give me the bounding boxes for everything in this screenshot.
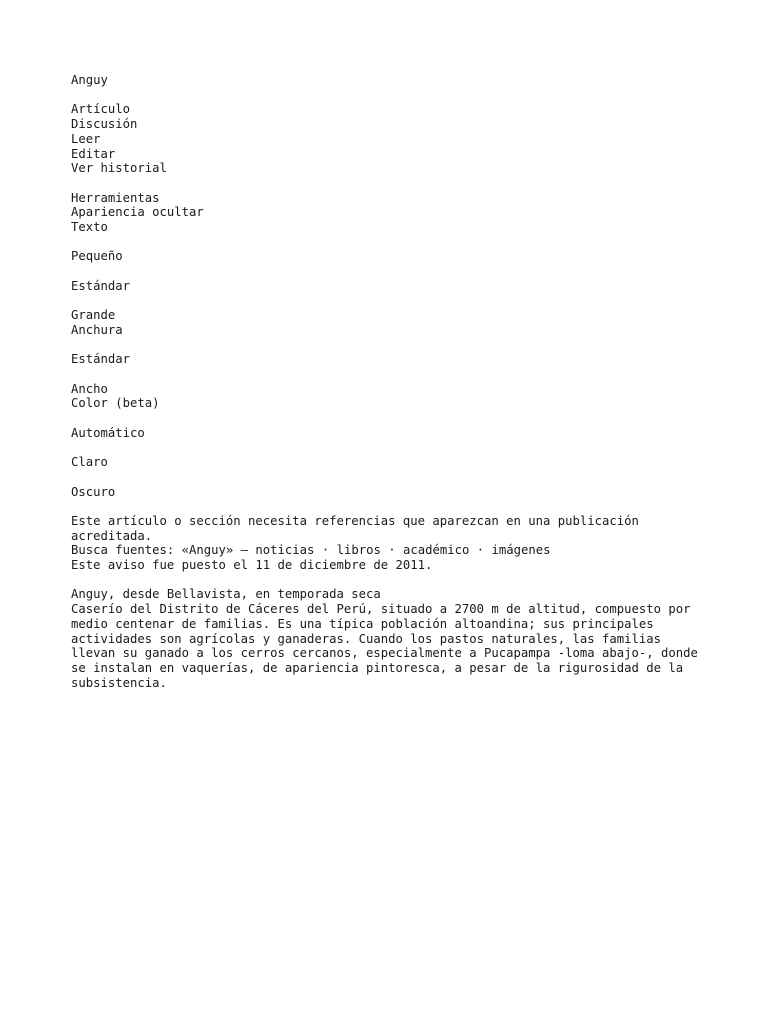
separator: · [469, 543, 492, 558]
spacer [71, 367, 711, 382]
text-size-standard-option[interactable]: Estándar [71, 278, 131, 293]
academic-link[interactable]: académico [402, 543, 470, 558]
appearance-hide-button[interactable]: Apariencia ocultar [71, 205, 204, 220]
references-notice [71, 514, 711, 573]
color-dark-option[interactable]: Oscuro [71, 484, 116, 499]
tab-read[interactable]: Leer [71, 131, 101, 146]
color-light-option[interactable]: Claro [71, 455, 108, 470]
width-standard-option[interactable]: Estándar [71, 352, 131, 367]
separator: · [380, 543, 403, 558]
spacer [71, 411, 711, 426]
page-tabs [71, 102, 711, 176]
article-body: Caserío del Distrito de Cáceres del Perú, situado a 2700 m de altitud, compuesto por medio centenar de familias. Es una típica población altoandina; sus principales actividades son agrícolas y ganaderas. Cuando los pastos naturales, las familias llevan su ganado a los cerros cercanos, especialmente a Pucapampa -loma abajo-, donde se instalan en vaquerías, de apariencia pintoresca, a pesar de la rigurosidad de la subsistencia. [71, 602, 698, 690]
search-prefix: Busca fuentes: [71, 543, 182, 558]
tab-discussion[interactable]: Discusión [71, 117, 138, 132]
spacer [71, 293, 711, 308]
text-size-large-option[interactable]: Grande [71, 308, 116, 323]
tools-menu [71, 191, 711, 500]
tools-button[interactable]: Herramientas [71, 190, 160, 205]
notice-search-sources [71, 543, 711, 558]
spacer [71, 338, 711, 353]
books-link[interactable]: libros [336, 543, 381, 558]
spacer [71, 470, 711, 485]
images-link[interactable]: imágenes [491, 543, 551, 558]
image-caption: Anguy, desde Bellavista, en temporada seca [71, 587, 381, 602]
text-size-label: Texto [71, 220, 108, 234]
spacer [71, 573, 711, 588]
width-label: Anchura [71, 322, 123, 337]
tab-article[interactable]: Artículo [71, 102, 131, 117]
spacer [71, 176, 711, 191]
tab-edit[interactable]: Editar [71, 146, 116, 161]
notice-date: Este aviso fue puesto el 11 de diciembre de 2011. [71, 558, 433, 573]
news-link[interactable]: noticias [255, 543, 315, 558]
spacer [71, 499, 711, 514]
search-term-link[interactable]: «Anguy» [181, 543, 234, 558]
color-auto-option[interactable]: Automático [71, 425, 145, 440]
separator: · [314, 543, 337, 558]
spacer [71, 440, 711, 455]
width-wide-option[interactable]: Ancho [71, 381, 108, 396]
color-label: Color (beta) [71, 396, 160, 411]
search-dash: – [233, 543, 256, 558]
page-title: Anguy [71, 73, 108, 87]
text-size-small-option[interactable]: Pequeño [71, 249, 123, 264]
article-content [71, 587, 711, 690]
spacer [71, 88, 711, 103]
spacer [71, 235, 711, 250]
tab-history[interactable]: Ver historial [71, 161, 167, 176]
spacer [71, 264, 711, 279]
notice-message: Este artículo o sección necesita referencias que aparezcan en una publicación acreditada. [71, 513, 639, 543]
